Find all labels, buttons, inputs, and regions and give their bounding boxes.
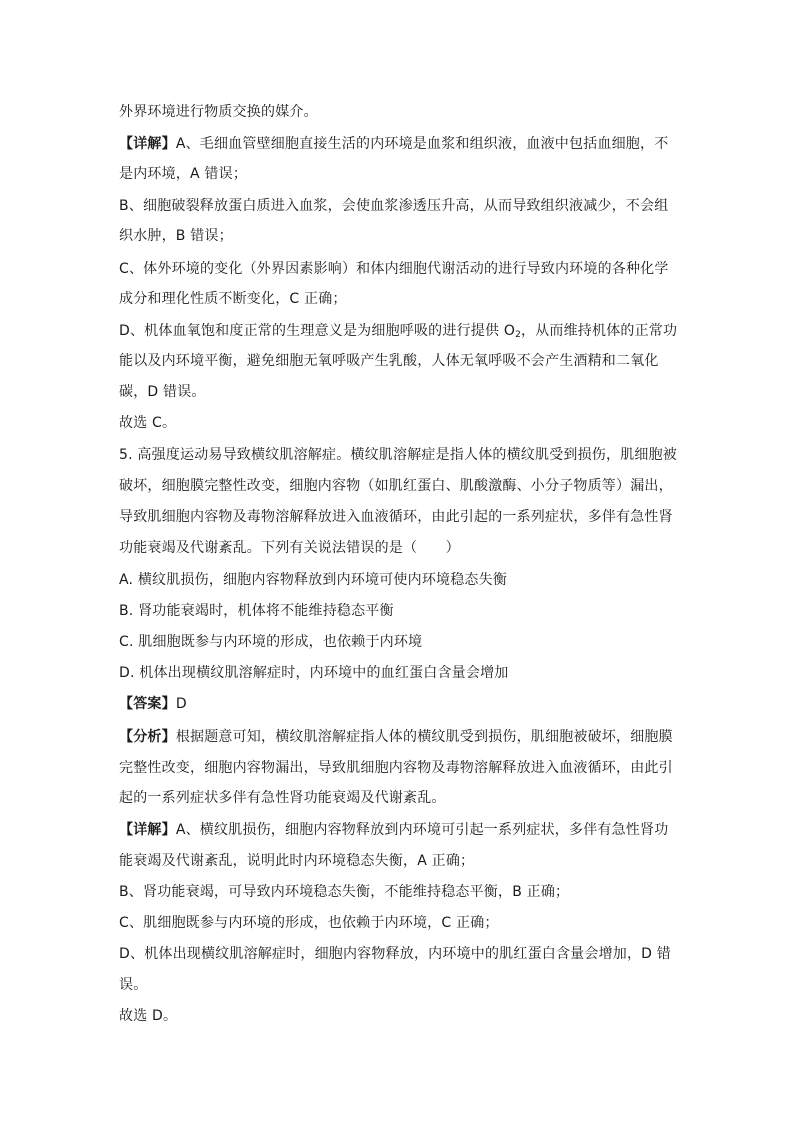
detail-tag: 【详解】 <box>119 136 176 152</box>
prev-conclusion: 故选 C。 <box>119 415 177 431</box>
analysis-tag: 【分析】 <box>119 729 176 745</box>
q5-stem-line4: 功能衰竭及代谢紊乱。下列有关说法错误的是（ ） <box>119 540 460 556</box>
q5-analysis-line2: 完整性改变，细胞内容物漏出，导致肌细胞内容物及毒物溶解释放进入血液循环，由此引 <box>119 760 673 776</box>
q5-option-a: A. 横纹肌损伤，细胞内容物释放到内环境可使内环境稳态失衡 <box>119 572 508 588</box>
q5-stem-line2: 破坏，细胞膜完整性改变，细胞内容物（如肌红蛋白、肌酸激酶、小分子物质等）漏出， <box>119 478 673 494</box>
q5-analysis-line1: 【分析】根据题意可知，横纹肌溶解症指人体的横纹肌受到损伤，肌细胞被破坏，细胞膜 <box>119 729 673 745</box>
prev-detail-c-line1: C、体外环境的变化（外界因素影响）和体内细胞代谢活动的进行导致内环境的各种化学 <box>119 261 669 277</box>
q5-answer <box>119 694 679 714</box>
prev-detail-d-line2: 能以及内环境平衡，避免细胞无氧呼吸产生乳酸，人体无氧呼吸不会产生酒精和二氧化 <box>119 353 659 369</box>
q5-detail-d-line1: D、机体出现横纹肌溶解症时，细胞内容物释放，内环境中的肌红蛋白含量会增加，D 错 <box>119 946 672 962</box>
q5-option-c: C. 肌细胞既参与内环境的形成，也依赖于内环境 <box>119 634 423 650</box>
prev-detail-d-line1: D、机体血氧饱和度正常的生理意义是为细胞呼吸的进行提供 $O_2$，从而维持机体的正常功 <box>119 323 678 340</box>
prev-detail-d-line3: 碳，D 错误。 <box>119 384 206 400</box>
prev-detail-b-line2: 织水肿，B 错误； <box>119 228 233 244</box>
q5-conclusion: 故选 D。 <box>119 1008 178 1024</box>
q5-stem-line1: 5. 高强度运动易导致横纹肌溶解症。横纹肌溶解症是指人体的横纹肌受到损伤，肌细胞被 <box>119 447 678 463</box>
q5-analysis-line3: 起的一系列症状多伴有急性肾功能衰竭及代谢紊乱。 <box>119 790 446 806</box>
answer-value: D <box>175 696 187 712</box>
q5-detail-b: B、肾功能衰竭，可导致内环境稳态失衡，不能维持稳态平衡，B 正确； <box>119 884 570 900</box>
prev-detail-a-line2: 是内环境，A 错误； <box>119 166 248 182</box>
q5-option-b: B. 肾功能衰竭时，机体将不能维持稳态平衡 <box>119 603 394 619</box>
prev-detail-b-line1: B、细胞破裂释放蛋白质进入血浆，会使血浆渗透压升高，从而导致组织液减少，不会组 <box>119 198 669 214</box>
q5-detail-d-line2: 误。 <box>119 977 148 993</box>
q5-detail-c: C、肌细胞既参与内环境的形成，也依赖于内环境，C 正确； <box>119 915 499 931</box>
q5-option-d: D. 机体出现横纹肌溶解症时，内环境中的血红蛋白含量会增加 <box>119 665 509 681</box>
detail-tag: 【详解】 <box>119 822 176 838</box>
q5-stem-line3: 导致肌细胞内容物及毒物溶解释放进入血液循环，由此引起的一系列症状，多伴有急性肾 <box>119 509 673 525</box>
answer-tag: 【答案】 <box>119 696 176 712</box>
q5-detail-a-line2: 能衰竭及代谢紊乱，说明此时内环境稳态失衡，A 正确； <box>119 853 475 869</box>
prev-detail-a-line1: 【详解】A、毛细血管壁细胞直接生活的内环境是血浆和组织液，血液中包括血细胞，不 <box>119 136 669 152</box>
prev-detail-c-line2: 成分和理化性质不断变化，C 正确； <box>119 291 347 307</box>
subscript: 2 <box>515 330 521 340</box>
prev-analysis-tail: 外界环境进行物质交换的媒介。 <box>119 104 318 120</box>
q5-detail-a-line1: 【详解】A、横纹肌损伤，细胞内容物释放到内环境可引起一系列症状，多伴有急性肾功 <box>119 822 669 838</box>
